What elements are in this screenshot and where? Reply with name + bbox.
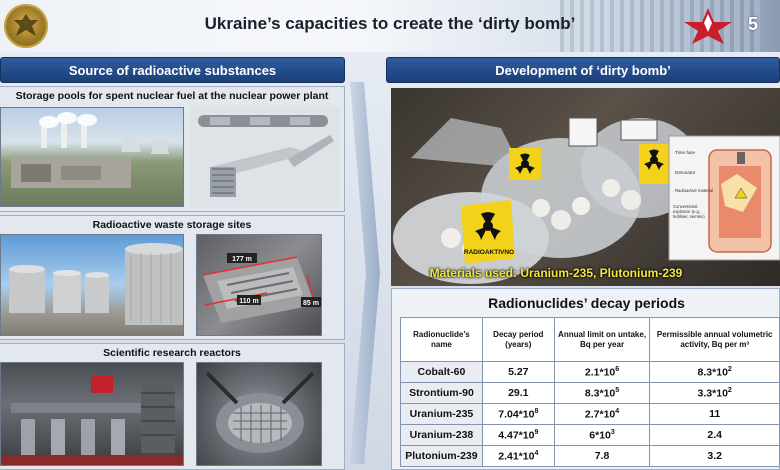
cell-name: Plutonium-239 xyxy=(401,446,483,467)
radiation-sign-icon xyxy=(509,148,541,180)
cell-activity: $3.3*10^2$ xyxy=(650,383,780,404)
table-row xyxy=(401,425,780,446)
cell-decay: $7.04*10^8$ xyxy=(482,404,554,425)
header-decay-period: Decay period (years) xyxy=(482,318,554,362)
research-reactors-section xyxy=(0,343,345,470)
decay-table-title: Radionuclides’ decay periods xyxy=(488,295,685,311)
spent-fuel-caption: Storage pools for spent nuclear fuel at the nuclear power plant xyxy=(15,90,329,102)
storage-site-satellite-photo xyxy=(196,234,322,336)
slide-header xyxy=(0,0,780,52)
radiation-warning-label xyxy=(461,200,515,264)
radioactive-materials-photo xyxy=(391,88,780,286)
diagram-label-radioactive-material: Radioactive material xyxy=(675,188,713,193)
header-radionuclide-name: Radionuclide’s name xyxy=(401,318,483,362)
decay-table-panel xyxy=(391,288,780,470)
source-panel-title: Source of radioactive substances xyxy=(0,57,345,83)
reactor-hall-photo xyxy=(0,362,184,466)
nuclear-plant-photo xyxy=(0,107,184,207)
cell-decay: 5.27 xyxy=(482,362,554,383)
cell-activity: 3.2 xyxy=(650,446,780,467)
cell-name: Uranium-238 xyxy=(401,425,483,446)
cell-limit: $6*10^3$ xyxy=(554,425,650,446)
reactor-core-photo xyxy=(196,362,322,466)
fuel-assembly-photo xyxy=(190,107,340,207)
diagram-label-explosive: Conventional explosive (e.g., fertiliser, semtex) xyxy=(673,204,705,220)
materials-caption: Materials used: Uranium-235, Plutonium-239 xyxy=(429,266,683,280)
table-row xyxy=(401,404,780,425)
cell-limit: 7.8 xyxy=(554,446,650,467)
spent-fuel-section xyxy=(0,86,345,212)
table-row xyxy=(401,383,780,404)
decay-periods-table xyxy=(400,317,780,467)
cell-name: Cobalt-60 xyxy=(401,362,483,383)
flow-arrow-icon xyxy=(348,82,382,464)
cell-name: Uranium-235 xyxy=(401,404,483,425)
cell-limit: $2.7*10^4$ xyxy=(554,404,650,425)
map-label-85: 85 m xyxy=(303,300,319,307)
slide-number: 5 xyxy=(748,14,759,34)
cell-decay: $4.47*10^9$ xyxy=(482,425,554,446)
cell-name: Strontium-90 xyxy=(401,383,483,404)
cell-limit: $2.1*10^6$ xyxy=(554,362,650,383)
table-row xyxy=(401,446,780,467)
dirty-bomb-panel-title: Development of ‘dirty bomb’ xyxy=(386,57,780,83)
research-reactors-caption: Scientific research reactors xyxy=(103,347,241,359)
diagram-label-time-fuse: Time fuse xyxy=(675,150,695,155)
cell-activity: 11 xyxy=(650,404,780,425)
table-row xyxy=(401,362,780,383)
cell-activity: $8.3*10^2$ xyxy=(650,362,780,383)
cell-decay: 29.1 xyxy=(482,383,554,404)
slide-title: Ukraine’s capacities to create the ‘dirty bomb’ xyxy=(204,14,576,33)
header-volumetric-activity: Permissible annual volumetric activity, Bq per m³ xyxy=(650,318,780,362)
waste-storage-section xyxy=(0,215,345,340)
table-header-row xyxy=(401,318,780,362)
waste-tanks-photo xyxy=(0,234,184,336)
cell-decay: $2.41*10^4$ xyxy=(482,446,554,467)
cell-activity: 2.4 xyxy=(650,425,780,446)
diagram-label-detonator: Detonator xyxy=(675,170,696,175)
ministry-emblem-icon xyxy=(4,4,48,48)
red-star-logo-icon xyxy=(680,6,736,46)
header-annual-limit: Annual limit on untake, Bq per year xyxy=(554,318,650,362)
bag-label-text: RADIOAKTIVNO xyxy=(463,249,515,256)
cell-limit: $8.3*10^5$ xyxy=(554,383,650,404)
dirty-bomb-diagram xyxy=(669,136,780,260)
map-label-110: 110 m xyxy=(239,298,259,305)
map-label-177: 177 m xyxy=(232,256,252,263)
radiation-sign-icon xyxy=(639,144,669,184)
waste-storage-caption: Radioactive waste storage sites xyxy=(92,219,252,231)
